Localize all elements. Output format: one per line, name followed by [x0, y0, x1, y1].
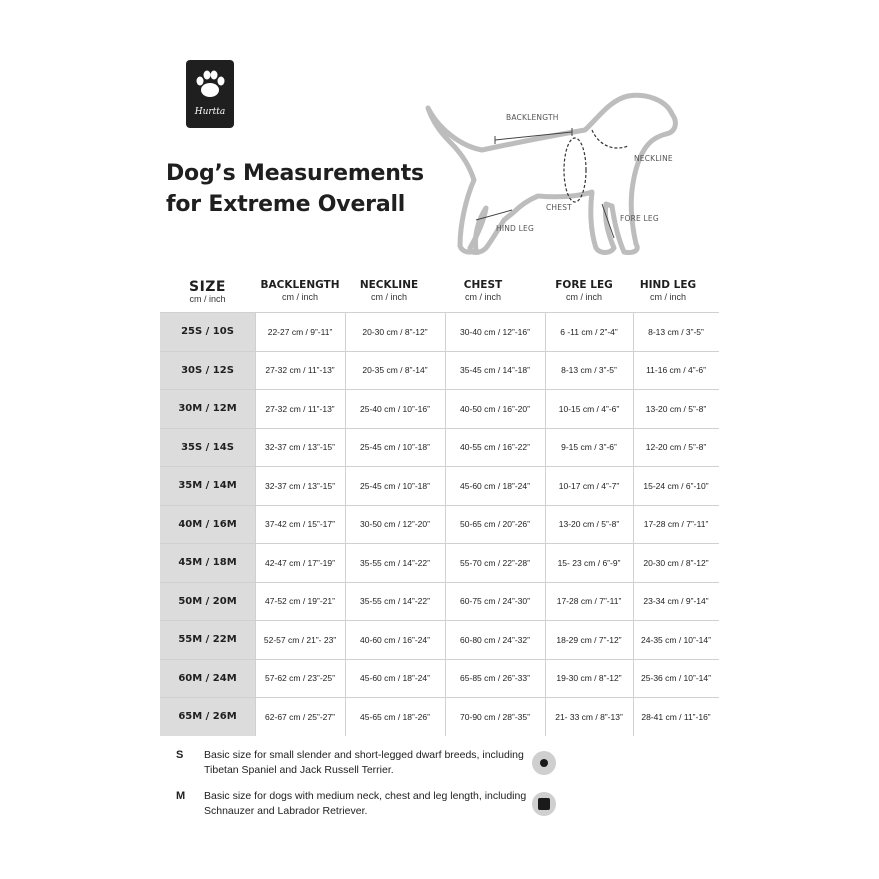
header-fore-leg: FORE LEG cm / inch — [555, 279, 613, 302]
size-cell: 30S / 12S — [181, 364, 234, 376]
size-cell: 30M / 12M — [178, 403, 237, 415]
note-text: Basic size for small slender and short-legged dwarf breeds, including Tibetan Spaniel and Jack Russell Terrier. — [204, 749, 524, 776]
table-cell: 24-35 cm / 10”-14” — [641, 634, 711, 645]
label-fore-leg: FORE LEG — [620, 214, 659, 223]
header-chest: CHEST cm / inch — [463, 279, 503, 302]
table-cell: 42-47 cm / 17”-19” — [265, 557, 335, 568]
table-cell: 60-75 cm / 24”-30” — [460, 596, 530, 607]
table-cell: 18-29 cm / 7”-12” — [556, 634, 622, 645]
table-cell: 20-30 cm / 8”-12” — [362, 326, 428, 337]
table-row — [160, 351, 719, 390]
note-letter: S — [176, 749, 184, 761]
table-cell: 45-65 cm / 18”-26” — [360, 711, 430, 722]
note-text: Basic size for dogs with medium neck, chest and leg length, including Schnauzer and Labrador Retriever. — [204, 790, 527, 817]
table-cell: 15- 23 cm / 6”-9” — [557, 557, 621, 568]
logo-text: Hurtta — [194, 107, 226, 117]
size-cell: 50M / 20M — [178, 595, 237, 607]
table-cell: 35-55 cm / 14”-22” — [360, 557, 430, 568]
table-cell: 50-65 cm / 20”-26” — [460, 519, 530, 530]
table-cell: 57-62 cm / 23”-25” — [265, 673, 335, 684]
table-cell: 30-50 cm / 12”-20” — [360, 519, 430, 530]
paw-icon — [186, 60, 234, 128]
table-cell: 65-85 cm / 26”-33” — [460, 673, 530, 684]
size-cell: 25S / 10S — [181, 326, 234, 338]
brand-logo — [186, 60, 234, 128]
table-cell: 25-36 cm / 10”-14” — [641, 673, 711, 684]
dog-measurement-diagram — [420, 88, 705, 263]
table-cell: 47-52 cm / 19”-21” — [265, 596, 335, 607]
table-cell: 10-15 cm / 4”-6” — [558, 403, 620, 414]
table-cell: 28-41 cm / 11”-16” — [641, 711, 711, 722]
table-cell: 70-90 cm / 28”-35” — [460, 711, 530, 722]
table-cell: 25-45 cm / 10”-18” — [360, 480, 430, 491]
header-neckline: NECKLINE cm / inch — [359, 279, 419, 302]
table-cell: 9-15 cm / 3”-6” — [561, 442, 617, 453]
size-cell: 65M / 26M — [178, 711, 237, 723]
table-cell: 10-17 cm / 4”-7” — [558, 480, 620, 491]
size-cell: 35M / 14M — [178, 480, 237, 492]
table-cell: 27-32 cm / 11”-13” — [265, 403, 335, 414]
table-cell: 27-32 cm / 11”-13” — [265, 365, 335, 376]
table-cell: 11-16 cm / 4”-6” — [646, 365, 706, 376]
table-cell: 12-20 cm / 5”-8” — [645, 442, 707, 453]
table-cell: 52-57 cm / 21”- 23” — [263, 634, 337, 645]
header-size: SIZE cm / inch — [188, 279, 226, 304]
table-cell: 8-13 cm / 3”-5” — [648, 326, 704, 337]
header-hind-leg: HIND LEG cm / inch — [639, 279, 697, 302]
table-cell: 60-80 cm / 24”-32” — [460, 634, 530, 645]
table-row — [160, 659, 719, 698]
size-cell: 60M / 24M — [178, 672, 237, 684]
table-row — [160, 312, 719, 351]
header-backlength: BACKLENGTH cm / inch — [260, 279, 340, 302]
table-cell: 20-30 cm / 8”-12” — [643, 557, 709, 568]
table-cell: 35-45 cm / 14”-18” — [460, 365, 530, 376]
table-cell: 45-60 cm / 18”-24” — [360, 673, 430, 684]
table-cell: 25-45 cm / 10”-18” — [360, 442, 430, 453]
table-cell: 40-60 cm / 16”-24” — [360, 634, 430, 645]
table-row — [160, 466, 719, 505]
table-cell: 40-50 cm / 16”-20” — [460, 403, 530, 414]
size-cell: 40M / 16M — [178, 518, 237, 530]
table-cell: 20-35 cm / 8”-14” — [362, 365, 428, 376]
table-row — [160, 543, 719, 582]
table-cell: 30-40 cm / 12”-16” — [460, 326, 530, 337]
page-title — [166, 158, 456, 220]
table-row — [160, 428, 719, 467]
label-neckline: NECKLINE — [634, 154, 673, 163]
table-cell: 8-13 cm / 3”-5” — [561, 365, 617, 376]
size-cell: 45M / 18M — [178, 557, 237, 569]
table-cell: 19-30 cm / 8”-12” — [556, 673, 622, 684]
table-cell: 22-27 cm / 9”-11” — [267, 326, 333, 337]
table-cell: 17-28 cm / 7”-11” — [556, 596, 622, 607]
table-cell: 21- 33 cm / 8”-13” — [555, 711, 623, 722]
small-dot-icon — [532, 751, 556, 775]
table-cell: 32-37 cm / 13”-15” — [265, 442, 335, 453]
table-cell: 25-40 cm / 10”-16” — [360, 403, 430, 414]
label-chest: CHEST — [546, 203, 572, 212]
table-cell: 23-34 cm / 9”-14” — [643, 596, 709, 607]
table-cell: 35-55 cm / 14”-22” — [360, 596, 430, 607]
medium-square-icon — [532, 792, 556, 816]
table-row — [160, 620, 719, 659]
label-hind-leg: HIND LEG — [496, 224, 534, 233]
dog-outline-icon — [420, 88, 705, 263]
table-cell: 15-24 cm / 6”-10” — [643, 480, 709, 491]
table-cell: 17-28 cm / 7”-11” — [643, 519, 709, 530]
table-cell: 37-42 cm / 15”-17” — [265, 519, 335, 530]
size-cell: 35S / 14S — [181, 441, 234, 453]
table-row — [160, 697, 719, 736]
table-row — [160, 389, 719, 428]
label-backlength: BACKLENGTH — [506, 113, 559, 122]
table-row — [160, 582, 719, 621]
table-row — [160, 505, 719, 544]
size-table — [160, 312, 719, 736]
title-line-1: Dog’s Measurements — [166, 161, 424, 186]
table-cell: 13-20 cm / 5”-8” — [645, 403, 707, 414]
table-cell: 6 -11 cm / 2”-4” — [560, 326, 618, 337]
table-cell: 13-20 cm / 5”-8” — [558, 519, 620, 530]
note-letter: M — [176, 790, 186, 802]
table-cell: 55-70 cm / 22”-28” — [460, 557, 530, 568]
table-cell: 32-37 cm / 13”-15” — [265, 480, 335, 491]
table-cell: 40-55 cm / 16”-22” — [460, 442, 530, 453]
table-cell: 62-67 cm / 25”-27” — [265, 711, 335, 722]
table-cell: 45-60 cm / 18”-24” — [460, 480, 530, 491]
title-line-2: for Extreme Overall — [166, 192, 406, 217]
size-cell: 55M / 22M — [178, 634, 237, 646]
